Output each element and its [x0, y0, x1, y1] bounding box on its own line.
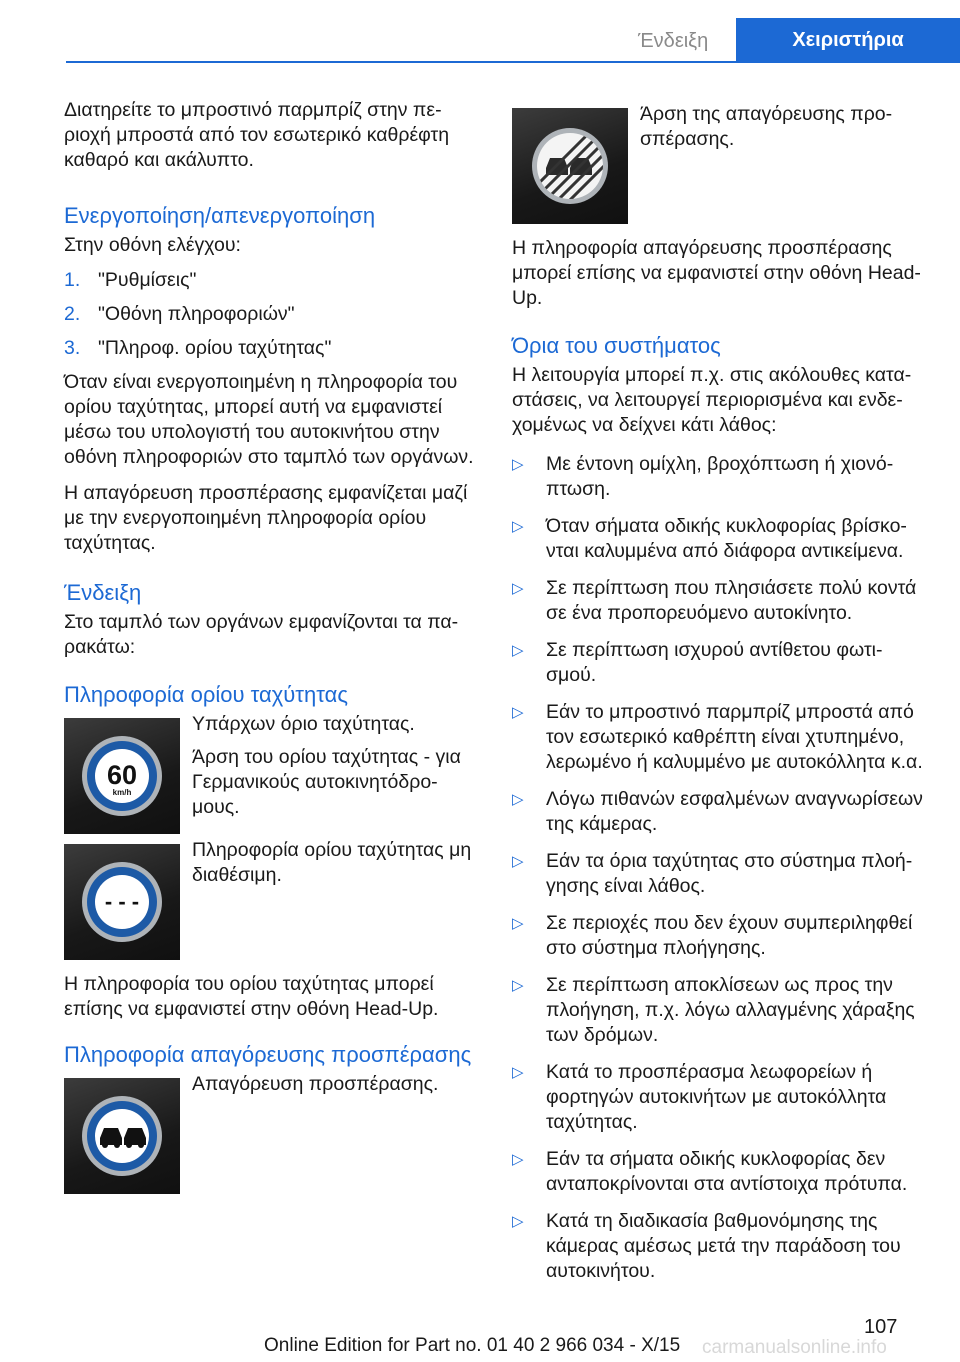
sign-dashes: - - -: [104, 889, 140, 914]
no-overtaking-icon: [64, 1078, 180, 1194]
heading-overtake: Πληροφορία απαγόρευσης προσπέρασης: [64, 1042, 472, 1067]
step-text: "Οθόνη πληροφοριών": [98, 303, 295, 325]
para-overtake: Η απαγόρευση προσπέρασης εμφανίζεται μαζί με την ενεργοποιημένη πληροφορία ορίου ταχύτητας.: [64, 482, 468, 554]
triangle-bullet-icon: ▷: [512, 518, 524, 535]
speed-limit-60-icon: [64, 718, 180, 834]
sign1-description: [192, 712, 476, 834]
sign4-text: Άρση της απαγόρευσης προ-σπέρασης.: [640, 103, 893, 150]
sign1-text-current: Υπάρχων όριο ταχύτητας.: [192, 713, 415, 735]
heading-display: Ένδειξη: [64, 580, 142, 605]
heading-system-limits: Όρια του συστήματος: [512, 333, 721, 358]
edition-line: Online Edition for Part no. 01 40 2 966 034 - X/15: [264, 1335, 681, 1356]
list-item-text: Σε περίπτωση που πλησιάσετε πολύ κοντά σε ένα προπορευόμενο αυτοκίνητο.: [546, 577, 917, 624]
list-item-text: Κατά τη διαδικασία βαθμονόμησης της κάμερας αμέσως μετά την παράδοση του αυτοκινήτου.: [546, 1210, 901, 1282]
heading-speed-info: Πληροφορία ορίου ταχύτητας: [64, 682, 348, 707]
no-overtaking-sign-image: [64, 1078, 180, 1194]
heading-activation: Ενεργοποίηση/απενεργοποίηση: [64, 203, 376, 228]
list-item-text: Κατά το προσπέρασμα λεωφορείων ή φορτηγών αυτοκινήτων με αυτοκόλλητα ταχύτητας.: [546, 1061, 887, 1133]
sign-row-unavailable: [64, 839, 476, 960]
step-item: [64, 336, 476, 361]
list-item: [512, 700, 924, 775]
sign2-description: [192, 838, 476, 960]
step-number: 1.: [64, 269, 81, 291]
watermark: carmanualsonline.info: [702, 1337, 887, 1358]
list-item: [512, 576, 924, 626]
screen-line: Στην οθόνη ελέγχου:: [64, 234, 241, 256]
list-item: [512, 452, 924, 502]
sign1-text-lifted: Άρση του ορίου ταχύτητας - για Γερμανικούς αυτοκινητόδρο-μους.: [192, 746, 461, 818]
list-item: [512, 787, 924, 837]
triangle-bullet-icon: ▷: [512, 1064, 524, 1081]
list-item: [512, 973, 924, 1048]
step-item: [64, 302, 476, 327]
page-number: 107: [864, 1316, 898, 1338]
list-item-text: Λόγω πιθανών εσφαλμένων αναγνωρίσεων της κάμερας.: [546, 788, 923, 835]
limits-intro: Η λειτουργία μπορεί π.χ. στις ακόλουθες κατα-στάσεις, να λειτουργεί περιορισμένα και ενδε-χομένως να δείχνει κάτι λάθος:: [512, 364, 912, 436]
sign3-description: [192, 1072, 438, 1194]
speed-limit-sign-image: [64, 718, 180, 834]
sign-speed-value: 60: [106, 760, 138, 790]
sign2-text: Πληροφορία ορίου ταχύτητας μη διαθέσιμη.: [192, 839, 472, 886]
triangle-bullet-icon: ▷: [512, 853, 524, 870]
list-item: [512, 638, 924, 688]
step-number: 3.: [64, 337, 81, 359]
list-item: [512, 514, 924, 564]
step-text: "Πληροφ. ορίου ταχύτητας": [98, 337, 332, 359]
right-column: [512, 98, 924, 1296]
triangle-bullet-icon: ▷: [512, 642, 524, 659]
list-item: [512, 1209, 924, 1284]
triangle-bullet-icon: ▷: [512, 456, 524, 473]
list-item-text: Εάν τα όρια ταχύτητας στο σύστημα πλοή-γησης είναι λάθος.: [546, 850, 913, 897]
left-column: [64, 98, 476, 1194]
list-item: [512, 1147, 924, 1197]
list-item: [512, 911, 924, 961]
triangle-bullet-icon: ▷: [512, 704, 524, 721]
sign4-description: [640, 102, 924, 224]
sign-speed-unit: km/h: [112, 788, 132, 797]
steps-list: [64, 268, 476, 361]
limits-list: [512, 452, 924, 1284]
step-number: 2.: [64, 303, 81, 325]
list-item-text: Σε περίπτωση αποκλίσεων ως προς την πλοήγηση, π.χ. λόγω αλλαγμένης χάραξης των δρόμων.: [546, 974, 915, 1046]
triangle-bullet-icon: ▷: [512, 791, 524, 808]
triangle-bullet-icon: ▷: [512, 580, 524, 597]
list-item: [512, 849, 924, 899]
sign-row-no-overtaking: [64, 1073, 476, 1194]
sign3-text: Απαγόρευση προσπέρασης.: [192, 1073, 439, 1095]
list-item: [512, 1060, 924, 1135]
para-overtake-headup: Η πληροφορία απαγόρευσης προσπέρασης μπορεί επίσης να εμφανιστεί στην οθόνη Head-Up.: [512, 237, 921, 309]
triangle-bullet-icon: ▷: [512, 1213, 524, 1230]
sign-row-overtaking-lifted: [512, 103, 924, 224]
display-intro: Στο ταμπλό των οργάνων εμφανίζονται τα πα-ρακάτω:: [64, 611, 459, 658]
triangle-bullet-icon: ▷: [512, 1151, 524, 1168]
step-text: "Ρυθμίσεις": [98, 269, 197, 291]
end-no-overtaking-icon: [512, 108, 628, 224]
intro-paragraph: Διατηρείτε το μπροστινό παρμπρίζ στην πε-ριοχή μπροστά από τον εσωτερικό καθρέφτη καθαρό και ακάλυπτο.: [64, 99, 450, 171]
para-active: Όταν είναι ενεργοποιημένη η πληροφορία του ορίου ταχύτητας, μπορεί αυτή να εμφανιστεί μέσω του υπολογιστή του αυτοκινήτου στην οθόνη πληροφοριών στο ταμπλό των οργάνων.: [64, 371, 474, 468]
page-header: [0, 0, 960, 62]
list-item-text: Σε περίπτωση ισχυρού αντίθετου φωτι-σμού.: [546, 639, 883, 686]
list-item-text: Εάν το μπροστινό παρμπρίζ μπροστά από τον εσωτερικό καθρέπτη είναι χτυπημένο, λερωμένο ή καλυμμένο με αυτοκόλλητα κ.α.: [546, 701, 923, 773]
header-section-label: Ένδειξη: [638, 30, 709, 52]
list-item-text: Με έντονη ομίχλη, βροχόπτωση ή χιονό-πτωση.: [546, 453, 894, 500]
list-item-text: Όταν σήματα οδικής κυκλοφορίας βρίσκο-νται καλυμμένα από διάφορα αντικείμενα.: [546, 515, 907, 562]
step-item: [64, 268, 476, 293]
speed-limit-unavailable-icon: [64, 844, 180, 960]
header-chapter-tab: Χειριστήρια: [736, 18, 960, 62]
header-divider: [66, 61, 960, 63]
overtaking-lifted-sign-image: [512, 108, 628, 224]
list-item-text: Εάν τα σήματα οδικής κυκλοφορίας δεν ανταποκρίνονται στα αντίστοιχα πρότυπα.: [546, 1148, 908, 1195]
unavailable-sign-image: [64, 844, 180, 960]
para-headup: Η πληροφορία του ορίου ταχύτητας μπορεί επίσης να εμφανιστεί στην οθόνη Head-Up.: [64, 973, 439, 1020]
list-item-text: Σε περιοχές που δεν έχουν συμπεριληφθεί στο σύστημα πλοήγησης.: [546, 912, 913, 959]
sign-row-speed-limit: [64, 713, 476, 834]
triangle-bullet-icon: ▷: [512, 977, 524, 994]
triangle-bullet-icon: ▷: [512, 915, 524, 932]
